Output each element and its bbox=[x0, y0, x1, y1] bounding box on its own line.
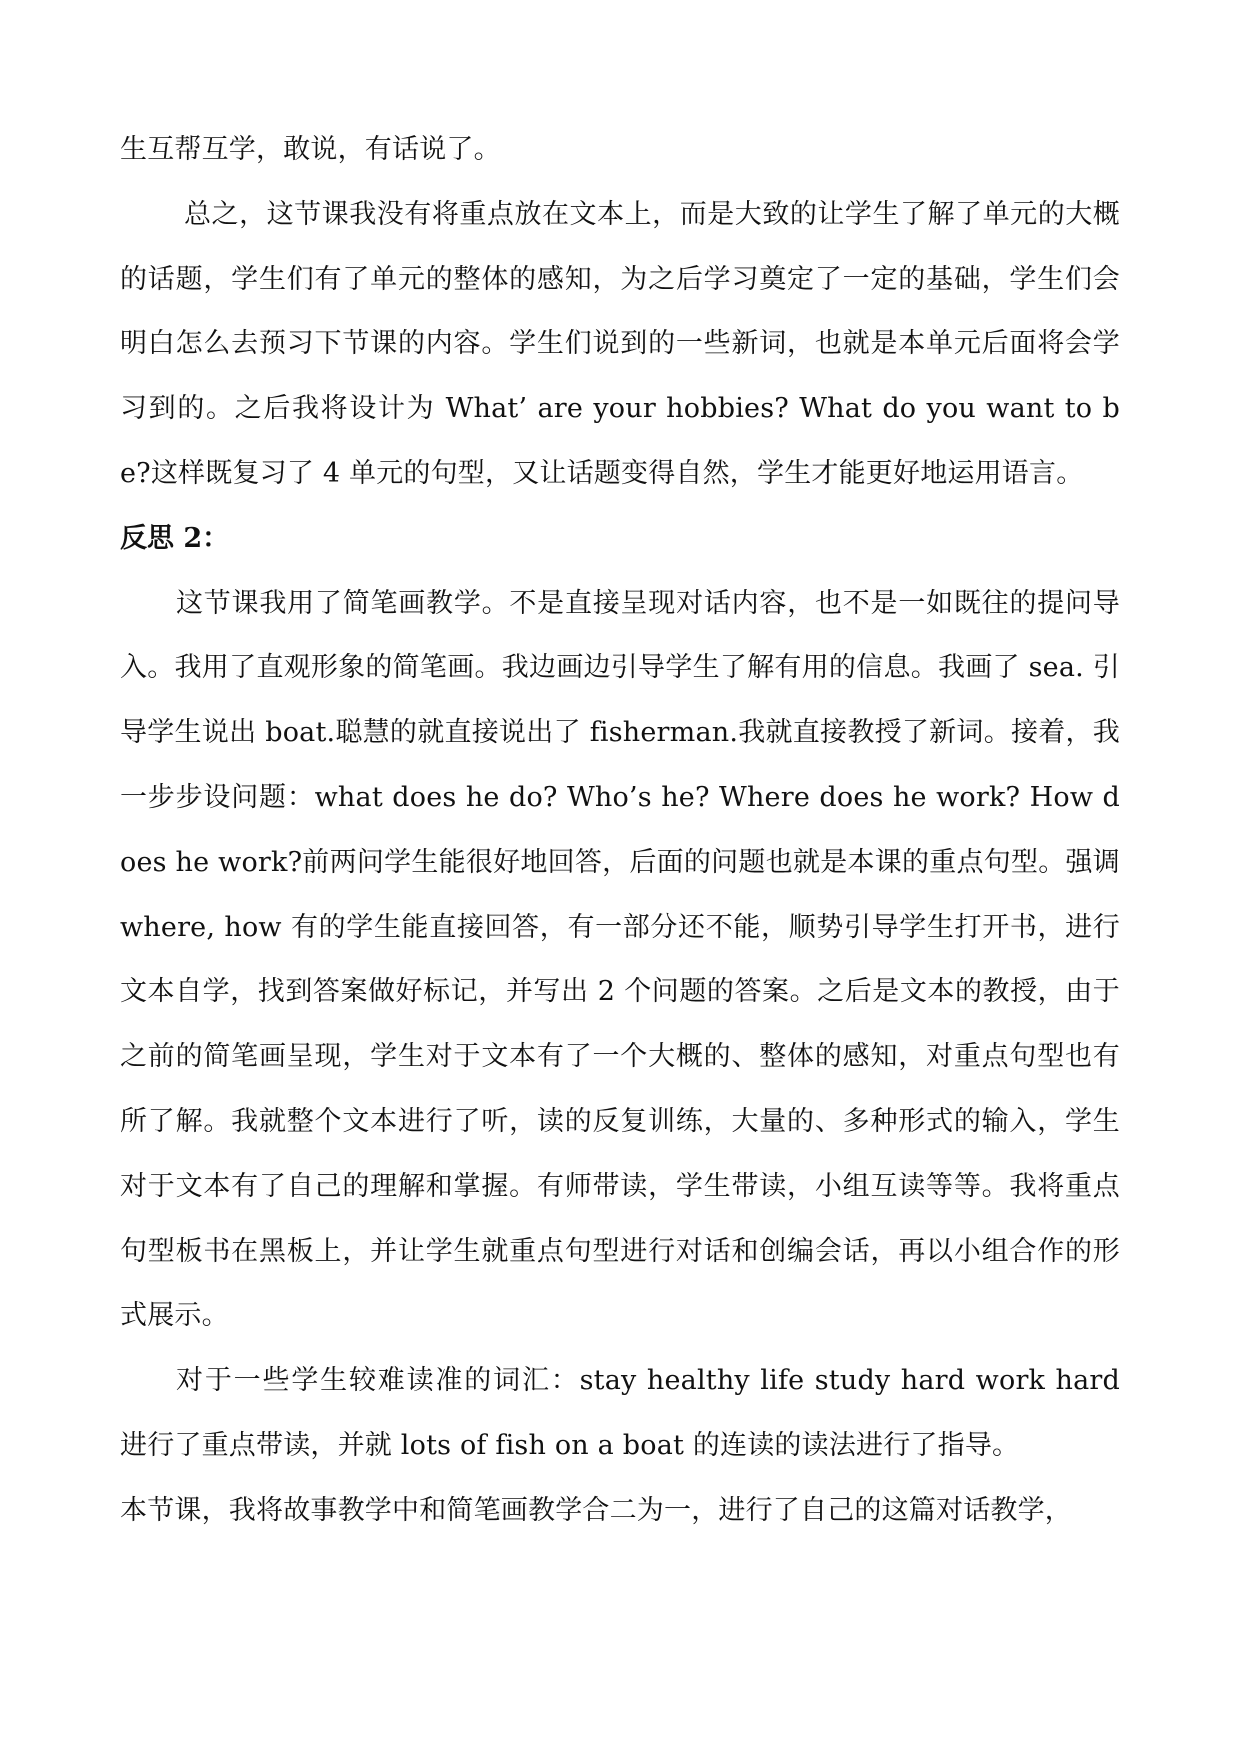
paragraph-vocabulary: 对于一些学生较难读准的词汇：stay healthy life study hard work hard 进行了重点带读，并就 lots of fish on a boat 的连读的读法进行了指导。 bbox=[120, 1365, 1120, 1461]
document-body bbox=[120, 118, 1120, 1544]
section-heading-reflection-2: 反思 2： bbox=[120, 522, 230, 554]
paragraph-continuation: 生互帮互学，敢说，有话说了。 bbox=[120, 134, 501, 165]
paragraph-stick-figure-teaching: 这节课我用了简笔画教学。不是直接呈现对话内容，也不是一如既往的提问导入。我用了直观形象的简笔画。我边画边引导学生了解有用的信息。我画了 sea. 引导学生说出 boat.聪慧的就直接说出了 fisherman.我就直接教授了新词。接着，我一步步设问题：what does he do? Who’s he? Where does he work? How does he work?前两问学生能很好地回答，后面的问题也就是本课的重点句型。强调 where, how 有的学生能直接回答，有一部分还不能，顺势引导学生打开书，进行文本自学，找到答案做好标记，并写出 2 个问题的答案。之后是文本的教授，由于之前的简笔画呈现，学生对于文本有了一个大概的、整体的感知，对重点句型也有所了解。我就整个文本进行了听，读的反复训练，大量的、多种形式的输入，学生对于文本有了自己的理解和掌握。有师带读，学生带读，小组互读等等。我将重点句型板书在黑板上，并让学生就重点句型进行对话和创编会话，再以小组合作的形式展示。 bbox=[120, 587, 1120, 1332]
paragraph-summary: 总之，这节课我没有将重点放在文本上，而是大致的让学生了解了单元的大概的话题，学生们有了单元的整体的感知，为之后学习奠定了一定的基础，学生们会明白怎么去预习下节课的内容。学生们说到的一些新词，也就是本单元后面将会学习到的。之后我将设计为 What’ are your hobbies? What do you want to be?这样既复习了 4 单元的句型，又让话题变得自然，学生才能更好地运用语言。 bbox=[120, 198, 1120, 489]
paragraph-conclusion: 本节课，我将故事教学中和简笔画教学合二为一，进行了自己的这篇对话教学， bbox=[120, 1494, 1072, 1526]
